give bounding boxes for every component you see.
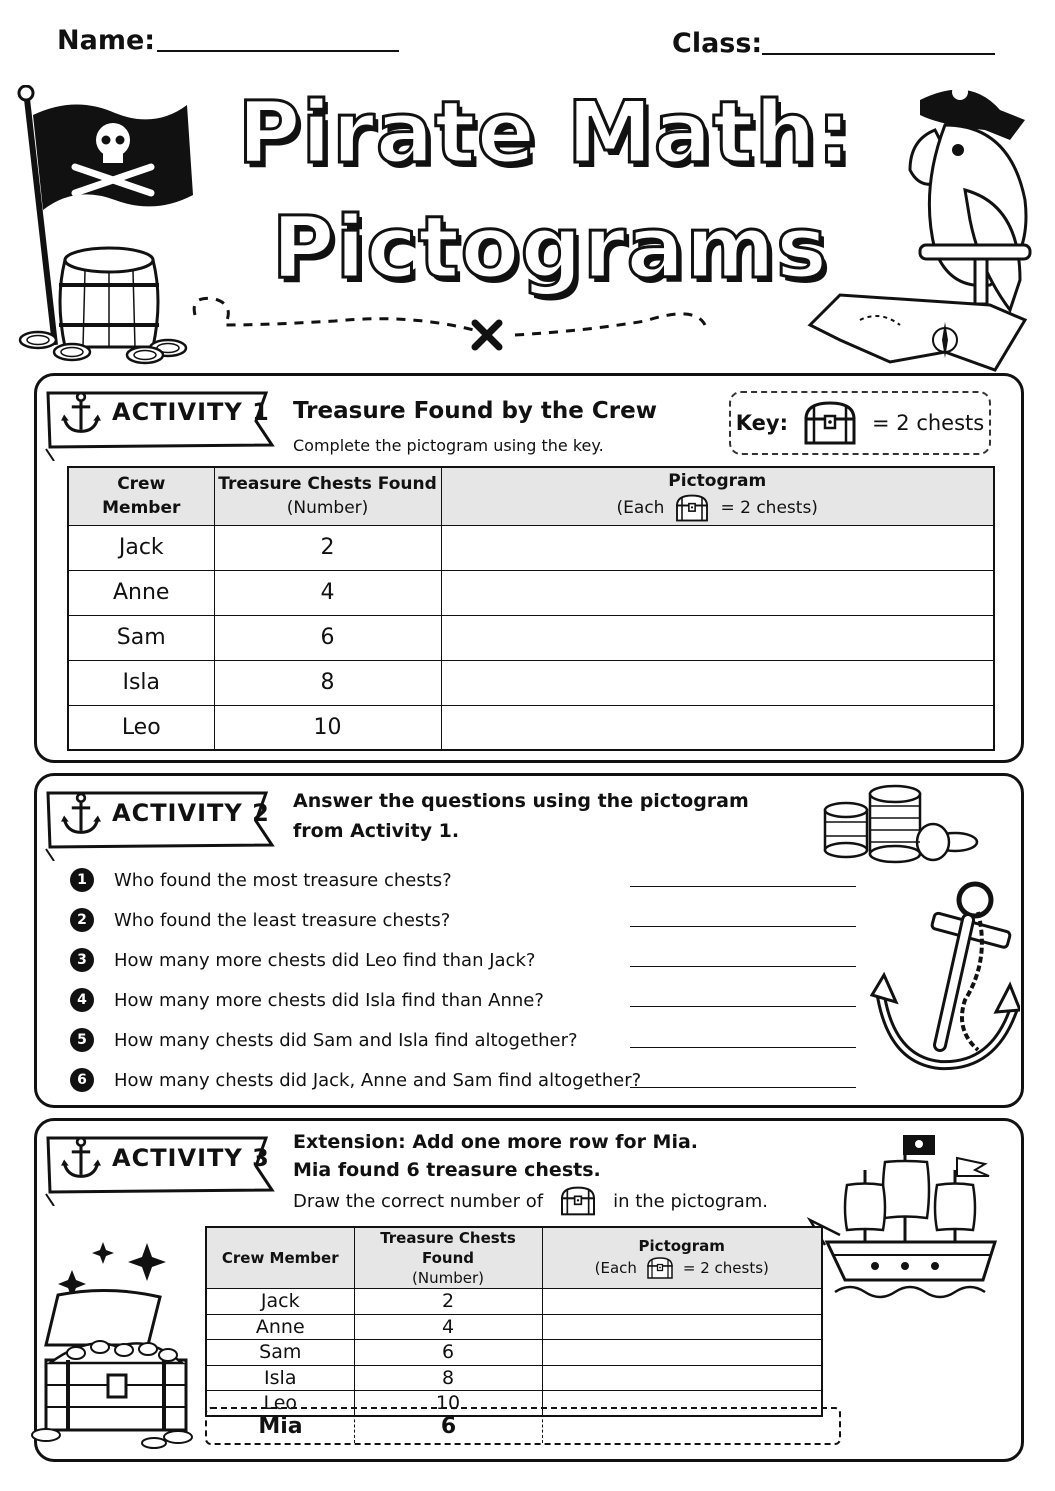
answer-line-5[interactable]: [630, 1047, 856, 1048]
question-text: Who found the most treasure chests?: [114, 869, 452, 891]
pictogram-cell[interactable]: [542, 1340, 822, 1366]
question-text: Who found the least treasure chests?: [114, 909, 451, 931]
activity3-line1: Extension: Add one more row for Mia.: [293, 1131, 699, 1153]
picto-value-label: = 2 chests): [682, 1259, 769, 1277]
chest-count: 6: [214, 615, 441, 660]
question-item: [70, 900, 641, 940]
crew-name: Isla: [68, 660, 214, 705]
activity3-line3-after: in the pictogram.: [613, 1190, 768, 1212]
col-header-pictogram: [441, 467, 994, 525]
chest-count: 4: [354, 1314, 542, 1340]
pictogram-cell[interactable]: [542, 1314, 822, 1340]
table-row: [206, 1340, 822, 1366]
class-label: Class:: [672, 28, 763, 59]
crew-name: Sam: [206, 1340, 354, 1366]
pictogram-cell[interactable]: [542, 1289, 822, 1315]
answer-line-6[interactable]: [630, 1087, 856, 1088]
page-title-line1: Pirate Math:: [237, 83, 853, 183]
coin-icon: [52, 342, 92, 362]
activity3-table: [205, 1226, 823, 1417]
table-row: [68, 615, 994, 660]
key-box: [729, 391, 991, 455]
pictogram-cell[interactable]: [441, 525, 994, 570]
chest-count: 2: [354, 1289, 542, 1315]
anchor-icon: [58, 385, 104, 441]
col-header-found-line1: Treasure Chests Found: [380, 1229, 516, 1267]
activity2-label: ACTIVITY 2: [112, 799, 270, 827]
key-label: Key:: [735, 411, 789, 435]
page-title-line2: Pictograms: [271, 198, 829, 298]
activity3-line3-before: Draw the correct number of: [293, 1190, 544, 1212]
pictogram-cell[interactable]: [441, 660, 994, 705]
question-number: 1: [70, 868, 94, 892]
treasure-trail: [185, 285, 725, 365]
chest-count: 10: [214, 705, 441, 750]
col-header-member-line1: Crew: [117, 474, 166, 495]
pirate-ship-icon: [805, 1130, 1010, 1310]
col-header-found-line2: (Number): [286, 498, 369, 519]
table-row: [206, 1314, 822, 1340]
col-header-found-line2: (Number): [412, 1269, 484, 1287]
col-header-member-line2: Member: [102, 498, 181, 519]
table-row: [68, 525, 994, 570]
activity1-subtitle: Complete the pictogram using the key.: [293, 436, 604, 455]
picto-each-label: (Each: [616, 498, 665, 519]
pictogram-cell[interactable]: [543, 1409, 839, 1443]
pictogram-cell[interactable]: [441, 705, 994, 750]
coin-icon: [125, 345, 165, 365]
question-number: 6: [70, 1068, 94, 1092]
chest-count: 10: [354, 1391, 542, 1417]
treasure-chest-icon: [800, 399, 860, 447]
chest-count: 6: [355, 1409, 543, 1443]
anchor-icon: [58, 1130, 104, 1186]
pictogram-cell[interactable]: [542, 1365, 822, 1391]
crew-name: Leo: [68, 705, 214, 750]
activity1-table: [67, 466, 995, 751]
table-row: [68, 705, 994, 750]
chest-count: 2: [214, 525, 441, 570]
table-row: [68, 660, 994, 705]
pictogram-cell[interactable]: [441, 570, 994, 615]
coins-icon: [815, 780, 985, 865]
treasure-chest-icon: [672, 493, 712, 523]
col-header-picto-line1: Pictogram: [668, 471, 767, 492]
crew-name: Anne: [206, 1314, 354, 1340]
question-item: [70, 980, 641, 1020]
picto-value-label: = 2 chests): [720, 498, 818, 519]
parrot-icon: [770, 70, 1040, 380]
activity3-line2: Mia found 6 treasure chests.: [293, 1159, 601, 1181]
chest-count: 4: [214, 570, 441, 615]
mia-row: [205, 1407, 841, 1445]
crew-name: Mia: [207, 1409, 355, 1443]
crew-name: Jack: [206, 1289, 354, 1315]
table-row: [206, 1365, 822, 1391]
col-header-found-line1: Treasure Chests Found: [218, 474, 437, 495]
anchor-illustration-icon: [870, 880, 1020, 1085]
crew-name: Isla: [206, 1365, 354, 1391]
question-text: How many more chests did Leo find than Jack?: [114, 949, 536, 971]
picto-each-label: (Each: [594, 1259, 637, 1277]
col-header-member: [68, 467, 214, 525]
key-value: = 2 chests: [872, 411, 985, 435]
question-text: How many more chests did Isla find than Anne?: [114, 989, 544, 1011]
class-field[interactable]: [762, 53, 995, 55]
answer-line-2[interactable]: [630, 926, 856, 927]
answer-line-3[interactable]: [630, 966, 856, 967]
question-number: 2: [70, 908, 94, 932]
activity3-line3: [293, 1185, 768, 1217]
activity2-instruction-line2: from Activity 1.: [293, 820, 460, 842]
question-number: 3: [70, 948, 94, 972]
col-header-pictogram: [542, 1227, 822, 1289]
activity3-label: ACTIVITY 3: [112, 1144, 270, 1172]
col-header-member: Crew Member: [206, 1227, 354, 1289]
table-row: [68, 570, 994, 615]
question-list: [70, 860, 641, 1100]
crew-name: Anne: [68, 570, 214, 615]
answer-line-4[interactable]: [630, 1006, 856, 1007]
question-item: [70, 1020, 641, 1060]
chest-count: 8: [354, 1365, 542, 1391]
question-number: 5: [70, 1028, 94, 1052]
activity1-title: Treasure Found by the Crew: [293, 398, 657, 424]
col-header-picto-line1: Pictogram: [638, 1237, 725, 1255]
treasure-chest-illustration-icon: [28, 1235, 208, 1450]
treasure-chest-icon: [643, 1256, 677, 1280]
chest-count: 6: [354, 1340, 542, 1366]
crew-name: Leo: [206, 1391, 354, 1417]
crew-name: Jack: [68, 525, 214, 570]
activity2-instruction-line1: Answer the questions using the pictogram: [293, 790, 749, 812]
pirate-flag-icon: [15, 85, 210, 365]
col-header-found: [214, 467, 441, 525]
question-item: [70, 940, 641, 980]
question-text: How many chests did Sam and Isla find altogether?: [114, 1029, 578, 1051]
col-header-found: [354, 1227, 542, 1289]
name-field[interactable]: [157, 50, 399, 52]
question-item: [70, 1060, 641, 1100]
question-item: [70, 860, 641, 900]
treasure-chest-icon: [557, 1185, 599, 1217]
question-text: How many chests did Jack, Anne and Sam find altogether?: [114, 1069, 642, 1091]
anchor-icon: [58, 786, 104, 842]
crew-name: Sam: [68, 615, 214, 660]
name-label: Name:: [57, 25, 156, 56]
pictogram-cell[interactable]: [441, 615, 994, 660]
activity1-label: ACTIVITY 1: [112, 398, 270, 426]
table-row: [206, 1289, 822, 1315]
question-number: 4: [70, 988, 94, 1012]
chest-count: 8: [214, 660, 441, 705]
answer-line-1[interactable]: [630, 886, 856, 887]
